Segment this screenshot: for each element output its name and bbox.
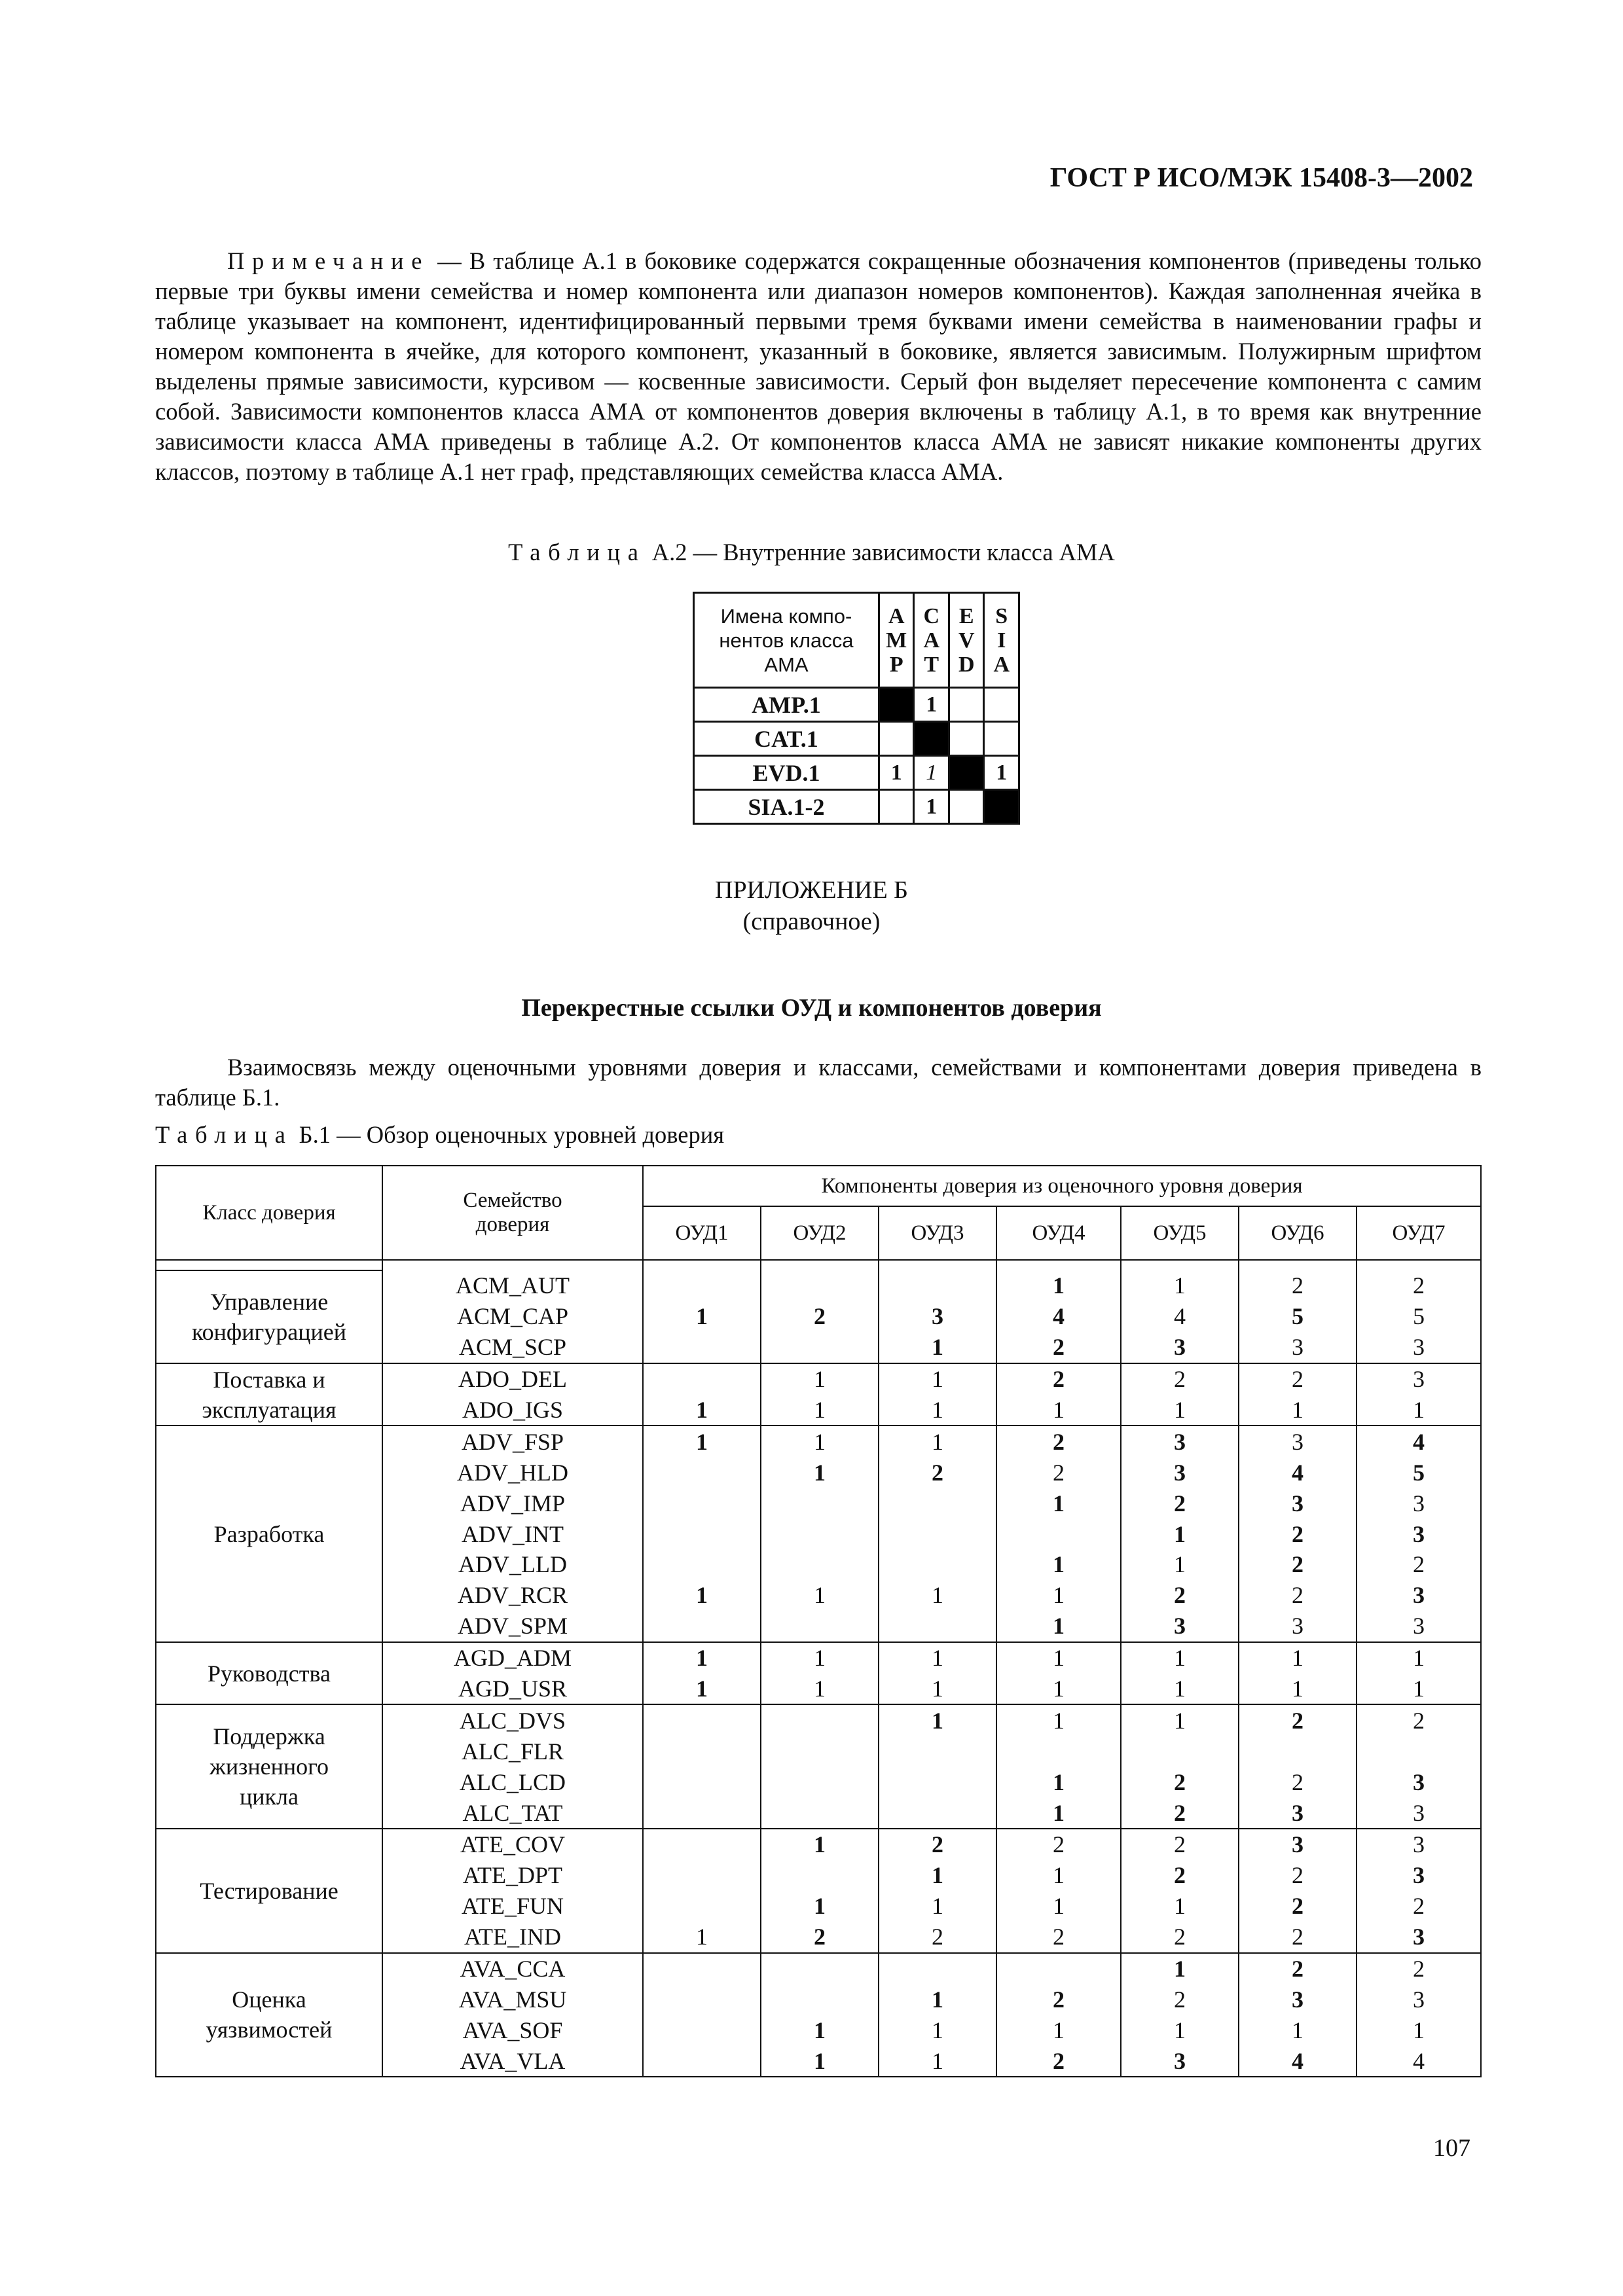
table-b1-family-cell: ALC_DVS (382, 1704, 643, 1736)
table-b1-header-family: Семейство доверия (382, 1166, 643, 1260)
table-b1-value-cell (1239, 1736, 1357, 1767)
table-b1-value-cell: 1 (761, 1580, 879, 1611)
table-a2-row-name: CAT.1 (694, 722, 879, 756)
table-b1-value-cell (643, 1829, 761, 1860)
table-b1-spacer-cell (761, 1260, 879, 1270)
table-a2-cell: 1 (984, 756, 1019, 790)
table-b1-family-cell: ADV_INT (382, 1518, 643, 1549)
table-b1-value-cell: 3 (1357, 1984, 1481, 2015)
table-b1-value-cell (1357, 1736, 1481, 1767)
table-b1-value-cell: 1 (761, 1829, 879, 1860)
table-b1-value-cell: 1 (643, 1301, 761, 1332)
table-b1-value-cell: 2 (1239, 1922, 1357, 1953)
table-b1-value-cell (879, 1797, 996, 1829)
table-b1-family-cell: ALC_TAT (382, 1797, 643, 1829)
table-b1-value-cell: 2 (1239, 1704, 1357, 1736)
table-b1-value-cell (761, 1488, 879, 1518)
table-b1-spacer-cell (156, 1260, 382, 1270)
table-b1-value-cell: 1 (1121, 1549, 1239, 1580)
table-b1-value-cell: 1 (996, 1270, 1121, 1301)
table-b1-value-cell: 3 (1121, 1426, 1239, 1457)
table-b1-value-cell: 1 (643, 1674, 761, 1705)
table-b1-value-cell: 4 (996, 1301, 1121, 1332)
table-b1-value-cell: 1 (879, 1642, 996, 1674)
table-b1-value-cell: 3 (1121, 1457, 1239, 1488)
table-b1-value-cell: 1 (1121, 1953, 1239, 1984)
table-b1-family-cell: ATE_IND (382, 1922, 643, 1953)
table-a2-col-cat: C A T (914, 593, 949, 688)
table-a2-row (694, 756, 1019, 790)
table-b1-value-cell (879, 1611, 996, 1642)
table-b1-value-cell: 1 (1121, 2015, 1239, 2045)
table-a2-self-cell (914, 722, 949, 756)
appendix-heading (0, 874, 1623, 937)
table-b1-level-header: ОУД3 (879, 1206, 996, 1260)
table-b1-value-cell: 2 (1239, 1270, 1357, 1301)
table-b1-value-cell (643, 1860, 761, 1891)
table-b1-value-cell: 2 (761, 1301, 879, 1332)
table-a2-cell (949, 722, 984, 756)
table-b1-family-cell: ADV_IMP (382, 1488, 643, 1518)
table-b1-value-cell (879, 1736, 996, 1767)
table-b1-spacer-cell (996, 1260, 1121, 1270)
table-b1-spacer-cell (1357, 1260, 1481, 1270)
table-b1-value-cell: 3 (879, 1301, 996, 1332)
table-b1-value-cell: 3 (1121, 1611, 1239, 1642)
table-b1-spacer-cell (879, 1260, 996, 1270)
document-header: ГОСТ Р ИСО/МЭК 15408-3—2002 (1049, 163, 1473, 193)
table-b1-value-cell: 4 (1357, 1426, 1481, 1457)
table-b1-value-cell: 2 (996, 1922, 1121, 1953)
table-b1-family-cell: ALC_FLR (382, 1736, 643, 1767)
table-b1-value-cell: 3 (1239, 1984, 1357, 2015)
table-b1-caption (155, 1121, 724, 1149)
table-b1-value-cell: 1 (879, 2045, 996, 2077)
table-b1-value-cell: 1 (879, 1363, 996, 1395)
table-b1-value-cell: 1 (879, 1395, 996, 1426)
table-a2-body (694, 688, 1019, 824)
table-a2-cell (879, 790, 914, 824)
table-b1-value-cell: 4 (1121, 1301, 1239, 1332)
table-b1-value-cell: 1 (643, 1580, 761, 1611)
table-b1-value-cell: 3 (1357, 1332, 1481, 1363)
table-b1-family-cell: ADV_RCR (382, 1580, 643, 1611)
table-b1-value-cell: 1 (643, 1642, 761, 1674)
table-b1-value-cell: 3 (1239, 1611, 1357, 1642)
table-b1-level-header: ОУД1 (643, 1206, 761, 1260)
table-b1-value-cell: 1 (996, 2015, 1121, 2045)
table-b1-value-cell: 1 (761, 1426, 879, 1457)
table-b1-family-cell: ATE_FUN (382, 1891, 643, 1922)
table-b1-caption-label: Таблица (155, 1121, 293, 1148)
table-b1-value-cell: 3 (1239, 1332, 1357, 1363)
table-b1-family-cell: AVA_CCA (382, 1953, 643, 1984)
table-b1-value-cell: 3 (1239, 1488, 1357, 1518)
table-b1-value-cell: 1 (1357, 1642, 1481, 1674)
table-b1-value-cell: 2 (1239, 1518, 1357, 1549)
table-b1-header-class: Класс доверия (156, 1166, 382, 1260)
table-b1-class-cell: Поддержка жизненного цикла (156, 1704, 382, 1829)
table-b1-family-cell: AVA_SOF (382, 2015, 643, 2045)
table-b1-family-cell: ACM_CAP (382, 1301, 643, 1332)
table-b1-family-cell: ADO_IGS (382, 1395, 643, 1426)
table-b1-value-cell (761, 1270, 879, 1301)
table-b1-value-cell: 5 (1357, 1301, 1481, 1332)
table-b1-class-cell: Тестирование (156, 1829, 382, 1953)
table-b1-value-cell: 2 (1239, 1891, 1357, 1922)
table-a2-col-evd: E V D (949, 593, 984, 688)
table-b1-value-cell (643, 1736, 761, 1767)
table-b1-value-cell: 1 (996, 1891, 1121, 1922)
table-b1-value-cell: 2 (996, 1984, 1121, 2015)
table-b1 (155, 1165, 1482, 2077)
table-b1-value-cell: 1 (1121, 1518, 1239, 1549)
table-b1-class-cell: Разработка (156, 1426, 382, 1641)
table-b1-value-cell: 2 (1121, 1580, 1239, 1611)
table-b1-value-cell (879, 1953, 996, 1984)
table-b1-value-cell: 3 (1357, 1922, 1481, 1953)
table-b1-value-cell: 3 (1357, 1611, 1481, 1642)
table-b1-value-cell: 2 (996, 1363, 1121, 1395)
table-b1-row (156, 1426, 1481, 1457)
page-number: 107 (1433, 2134, 1470, 2162)
table-b1-row (156, 1270, 1481, 1301)
table-b1-value-cell: 1 (879, 1860, 996, 1891)
table-b1-caption-text: Б.1 — Обзор оценочных уровней доверия (293, 1121, 725, 1148)
table-b1-value-cell: 1 (1357, 1395, 1481, 1426)
table-b1-value-cell (996, 1953, 1121, 1984)
table-b1-value-cell: 2 (1357, 1549, 1481, 1580)
table-b1-value-cell: 1 (643, 1395, 761, 1426)
table-b1-value-cell: 1 (1239, 1674, 1357, 1705)
table-a2-col-amp: A M P (879, 593, 914, 688)
table-b1-value-cell: 1 (1121, 1270, 1239, 1301)
table-b1-value-cell: 1 (879, 1580, 996, 1611)
table-b1-value-cell (996, 1736, 1121, 1767)
table-a2-row-name: EVD.1 (694, 756, 879, 790)
table-b1-value-cell: 2 (1239, 1363, 1357, 1395)
table-a2-cell: 1 (914, 756, 949, 790)
table-a2-row (694, 688, 1019, 722)
table-b1-value-cell (643, 1797, 761, 1829)
table-b1-value-cell: 1 (996, 1860, 1121, 1891)
table-b1-family-cell: ADV_LLD (382, 1549, 643, 1580)
table-b1-value-cell: 2 (1357, 1891, 1481, 1922)
table-b1-value-cell (643, 2015, 761, 2045)
table-b1-family-cell: ACM_SCP (382, 1332, 643, 1363)
table-a2 (693, 592, 1020, 825)
table-b1-value-cell: 2 (1357, 1953, 1481, 1984)
table-b1-value-cell: 2 (1239, 1580, 1357, 1611)
table-b1-family-cell: AGD_USR (382, 1674, 643, 1705)
table-a2-row (694, 722, 1019, 756)
table-b1-value-cell: 3 (1357, 1518, 1481, 1549)
table-a2-self-cell (949, 756, 984, 790)
table-b1-value-cell (643, 1611, 761, 1642)
table-b1-value-cell: 2 (761, 1922, 879, 1953)
table-b1-value-cell (879, 1488, 996, 1518)
note-label: Примечание (227, 247, 430, 274)
table-b1-value-cell (879, 1270, 996, 1301)
table-b1-value-cell (643, 1518, 761, 1549)
table-b1-value-cell: 3 (1121, 2045, 1239, 2077)
table-a2-row-name: AMP.1 (694, 688, 879, 722)
table-b1-value-cell: 2 (1121, 1488, 1239, 1518)
table-b1-value-cell (643, 1363, 761, 1395)
table-b1-value-cell: 3 (1357, 1860, 1481, 1891)
table-b1-value-cell (996, 1518, 1121, 1549)
table-b1-family-cell: ADV_FSP (382, 1426, 643, 1457)
table-b1-value-cell: 1 (879, 1984, 996, 2015)
table-b1-value-cell: 3 (1239, 1426, 1357, 1457)
table-b1-value-cell (761, 1611, 879, 1642)
table-b1-family-cell: ADO_DEL (382, 1363, 643, 1395)
table-b1-family-cell: ADV_HLD (382, 1457, 643, 1488)
table-b1-value-cell (879, 1518, 996, 1549)
table-b1-value-cell: 1 (879, 2015, 996, 2045)
table-b1-value-cell (643, 1704, 761, 1736)
table-b1-value-cell: 2 (996, 1426, 1121, 1457)
table-b1-row (156, 1829, 1481, 1860)
table-b1-value-cell: 1 (761, 1395, 879, 1426)
table-b1-value-cell: 4 (1239, 2045, 1357, 2077)
table-b1-value-cell: 3 (1239, 1829, 1357, 1860)
table-b1-value-cell: 1 (1121, 1891, 1239, 1922)
table-b1-value-cell: 1 (1239, 1642, 1357, 1674)
table-b1-value-cell: 5 (1357, 1457, 1481, 1488)
table-b1-value-cell: 1 (996, 1580, 1121, 1611)
table-b1-value-cell: 3 (1239, 1797, 1357, 1829)
table-a2-header-name: Имена компо-нентов класса АМА (694, 593, 879, 688)
table-b1-value-cell: 1 (1239, 2015, 1357, 2045)
table-b1-level-header: ОУД2 (761, 1206, 879, 1260)
table-b1-value-cell: 1 (1121, 1642, 1239, 1674)
table-b1-value-cell: 1 (996, 1395, 1121, 1426)
table-b1-body (156, 1260, 1481, 2077)
table-b1-value-cell: 1 (761, 2045, 879, 2077)
table-b1-family-cell: ATE_COV (382, 1829, 643, 1860)
table-b1-level-header: ОУД5 (1121, 1206, 1239, 1260)
table-a2-header-row (694, 593, 1019, 688)
table-b1-value-cell (643, 1984, 761, 2015)
table-b1-value-cell: 3 (1357, 1829, 1481, 1860)
table-b1-value-cell: 2 (1357, 1270, 1481, 1301)
table-a2-cell (984, 722, 1019, 756)
appendix-subtitle: (справочное) (742, 908, 881, 935)
table-b1-value-cell: 1 (761, 1642, 879, 1674)
note-paragraph (155, 246, 1482, 487)
table-b1-value-cell (761, 1860, 879, 1891)
table-b1-value-cell (643, 1270, 761, 1301)
table-b1-value-cell (643, 1488, 761, 1518)
table-b1-spacer-cell (1239, 1260, 1357, 1270)
table-b1-value-cell: 1 (761, 2015, 879, 2045)
table-b1-value-cell: 2 (1121, 1767, 1239, 1797)
table-b1-value-cell (879, 1549, 996, 1580)
section-title: Перекрестные ссылки ОУД и компонентов доверия (521, 994, 1102, 1022)
table-a2-cell: 1 (914, 688, 949, 722)
table-b1-value-cell: 2 (1239, 1767, 1357, 1797)
table-b1-value-cell: 2 (1121, 1797, 1239, 1829)
table-b1-value-cell: 3 (1357, 1580, 1481, 1611)
table-a2-cell: 1 (879, 756, 914, 790)
table-b1-value-cell: 1 (761, 1674, 879, 1705)
table-a2-self-cell (984, 790, 1019, 824)
table-b1-value-cell: 2 (1121, 1984, 1239, 2015)
table-b1-value-cell (879, 1767, 996, 1797)
table-b1-value-cell (761, 1797, 879, 1829)
table-b1-value-cell: 2 (1357, 1704, 1481, 1736)
table-b1-family-cell: ATE_DPT (382, 1860, 643, 1891)
table-b1-class-cell: Управление конфигурацией (156, 1270, 382, 1363)
table-a2-cell (984, 688, 1019, 722)
table-b1-value-cell: 1 (643, 1426, 761, 1457)
table-b1-value-cell (643, 2045, 761, 2077)
table-b1-value-cell: 1 (1121, 1395, 1239, 1426)
table-b1-value-cell: 1 (879, 1332, 996, 1363)
table-a2-cell: 1 (914, 790, 949, 824)
table-b1-value-cell: 1 (1121, 1674, 1239, 1705)
table-b1-level-header: ОУД4 (996, 1206, 1121, 1260)
table-b1-value-cell: 2 (1121, 1829, 1239, 1860)
table-b1-value-cell: 2 (1239, 1953, 1357, 1984)
table-a2-cell (879, 722, 914, 756)
table-b1-family-cell: AVA_MSU (382, 1984, 643, 2015)
table-a2-row (694, 790, 1019, 824)
table-b1-value-cell: 1 (643, 1922, 761, 1953)
table-b1-value-cell: 2 (996, 1332, 1121, 1363)
table-b1-value-cell: 1 (1239, 1395, 1357, 1426)
table-b1-value-cell: 1 (1357, 1674, 1481, 1705)
table-b1-value-cell: 1 (996, 1611, 1121, 1642)
table-b1-value-cell: 2 (1121, 1922, 1239, 1953)
table-b1-value-cell: 2 (996, 2045, 1121, 2077)
table-b1-value-cell: 1 (1121, 1704, 1239, 1736)
table-b1-value-cell (643, 1457, 761, 1488)
table-b1-value-cell: 2 (879, 1829, 996, 1860)
table-b1-value-cell: 3 (1357, 1797, 1481, 1829)
note-text: — В таблице А.1 в боковике содержатся сокращенные обозначения компонентов (приведены только первые три буквы имени семейства и номер компонента или диапазон номеров компонентов). Каждая заполненная ячейка в таблице указывает на компонент, идентифицированный первыми тремя буквами имени семейства в наименовании графы и номером компонента в ячейке, для которого компонент, указанный в боковике, является зависимым. Полужирным шрифтом выделены прямые зависимости, курсивом — косвенные зависимости. Серый фон выделяет пересечение компонента с самим собой. Зависимости компонентов класса АМА от компонентов доверия включены в таблицу А.1, в то время как внутренние зависимости класса АМА приведены в таблице А.2. От компонентов класса АМА не зависят никакие компоненты других классов, поэтому в таблице А.1 нет граф, представляющих семейства класса АМА. (155, 247, 1482, 485)
table-b1-value-cell: 3 (1357, 1767, 1481, 1797)
table-b1-value-cell (761, 1767, 879, 1797)
table-b1-value-cell: 5 (1239, 1301, 1357, 1332)
table-a2-caption (0, 538, 1623, 566)
table-b1-value-cell (761, 1736, 879, 1767)
table-b1-family-cell: ADV_SPM (382, 1611, 643, 1642)
table-a2-cell (949, 790, 984, 824)
table-b1-value-cell: 2 (1121, 1860, 1239, 1891)
table-b1-value-cell: 1 (879, 1674, 996, 1705)
table-b1-value-cell (643, 1953, 761, 1984)
table-b1-row (156, 1704, 1481, 1736)
table-b1-spacer-cell (382, 1260, 643, 1270)
table-b1-value-cell: 1 (996, 1488, 1121, 1518)
table-b1-value-cell: 3 (1121, 1332, 1239, 1363)
table-b1-value-cell (1121, 1736, 1239, 1767)
table-a2-cell (949, 688, 984, 722)
table-b1-row (156, 1642, 1481, 1674)
table-b1-value-cell: 1 (996, 1549, 1121, 1580)
table-b1-value-cell: 2 (1239, 1860, 1357, 1891)
table-b1-family-cell: AVA_VLA (382, 2045, 643, 2077)
table-a2-caption-text: А.2 — Внутренние зависимости класса АМА (646, 539, 1115, 565)
table-b1-spacer-cell (643, 1260, 761, 1270)
table-b1-family-cell: AGD_ADM (382, 1642, 643, 1674)
table-b1-value-cell: 1 (761, 1363, 879, 1395)
table-b1-value-cell (643, 1332, 761, 1363)
table-b1-row (156, 1363, 1481, 1395)
table-b1-class-cell: Поставка и эксплуатация (156, 1363, 382, 1426)
table-b1-header-group: Компоненты доверия из оценочного уровня доверия (643, 1166, 1481, 1206)
appendix-title: ПРИЛОЖЕНИЕ Б (715, 876, 908, 904)
table-b1-header-row-1 (156, 1166, 1481, 1206)
table-b1-class-cell: Руководства (156, 1642, 382, 1705)
table-a2-caption-label: Таблица (508, 539, 646, 565)
table-b1-value-cell: 1 (996, 1642, 1121, 1674)
intro-paragraph: Взаимосвязь между оценочными уровнями доверия и классами, семействами и компонентами доверия приведена в таблице Б.1. (155, 1054, 1482, 1111)
table-b1-value-cell: 2 (1239, 1549, 1357, 1580)
table-b1-value-cell: 1 (761, 1891, 879, 1922)
table-b1-value-cell: 1 (761, 1457, 879, 1488)
table-b1-value-cell (761, 1984, 879, 2015)
table-b1-spacer-row (156, 1260, 1481, 1270)
table-b1-value-cell (761, 1518, 879, 1549)
table-b1-value-cell: 2 (996, 1457, 1121, 1488)
table-b1-value-cell (761, 1953, 879, 1984)
table-b1-value-cell: 4 (1239, 1457, 1357, 1488)
table-b1-value-cell: 2 (879, 1922, 996, 1953)
table-b1-value-cell: 1 (1357, 2015, 1481, 2045)
table-b1-value-cell (643, 1767, 761, 1797)
table-b1-family-cell: ACM_AUT (382, 1270, 643, 1301)
table-b1-value-cell: 1 (996, 1674, 1121, 1705)
table-a2-col-sia: S I A (984, 593, 1019, 688)
table-a2-row-name: SIA.1-2 (694, 790, 879, 824)
table-b1-value-cell: 2 (996, 1829, 1121, 1860)
table-b1-value-cell: 4 (1357, 2045, 1481, 2077)
table-b1-value-cell (643, 1891, 761, 1922)
table-b1-value-cell: 3 (1357, 1363, 1481, 1395)
table-b1-value-cell: 1 (879, 1426, 996, 1457)
table-b1-value-cell: 1 (996, 1797, 1121, 1829)
table-b1-value-cell (761, 1332, 879, 1363)
table-b1-value-cell (643, 1549, 761, 1580)
table-b1-value-cell: 1 (879, 1704, 996, 1736)
table-a2-self-cell (879, 688, 914, 722)
table-b1-level-header: ОУД7 (1357, 1206, 1481, 1260)
table-b1-value-cell: 3 (1357, 1488, 1481, 1518)
table-b1-value-cell: 2 (1121, 1363, 1239, 1395)
table-b1-value-cell (761, 1704, 879, 1736)
table-b1-family-cell: ALC_LCD (382, 1767, 643, 1797)
table-b1-value-cell (761, 1549, 879, 1580)
table-b1-class-cell: Оценка уязвимостей (156, 1953, 382, 2077)
table-b1-level-header: ОУД6 (1239, 1206, 1357, 1260)
table-b1-spacer-cell (1121, 1260, 1239, 1270)
table-b1-row (156, 1953, 1481, 1984)
table-b1-value-cell: 1 (996, 1704, 1121, 1736)
table-b1-value-cell: 1 (879, 1891, 996, 1922)
table-b1-value-cell: 2 (879, 1457, 996, 1488)
table-b1-value-cell: 1 (996, 1767, 1121, 1797)
